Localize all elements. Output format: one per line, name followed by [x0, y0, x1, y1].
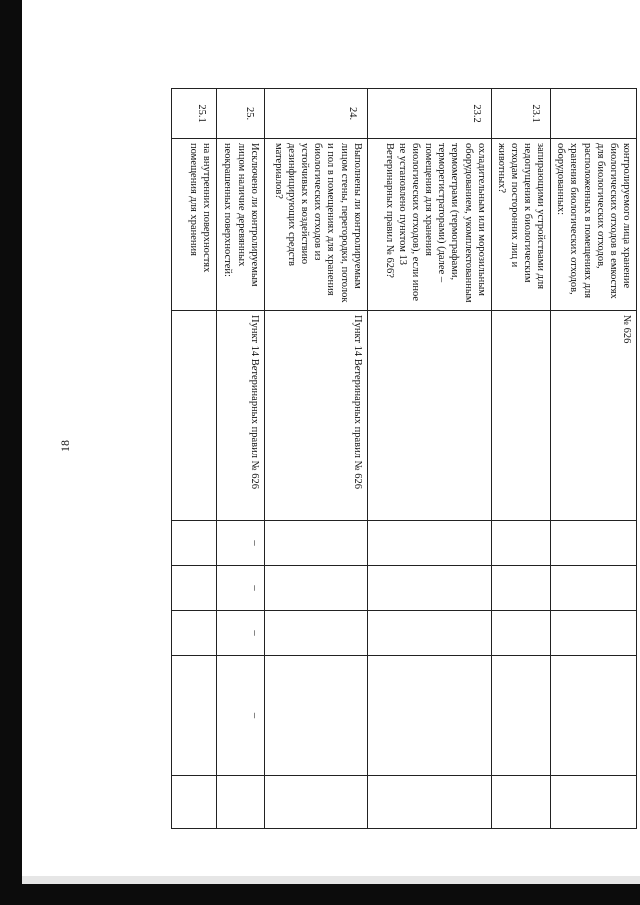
- note-cell: [216, 776, 264, 829]
- row-number: 23.2: [367, 89, 491, 139]
- row-number: [551, 89, 637, 139]
- question-text: Исключено ли контролируемым лицом наличие деревянных неокрашенных поверхностей:: [216, 139, 264, 311]
- reference-text: № 626: [551, 311, 637, 521]
- row-number: 23.1: [491, 89, 551, 139]
- table-row: [216, 89, 264, 829]
- scan-edge-bottom: [0, 884, 640, 905]
- table-row: [171, 89, 216, 829]
- reference-text: Пункт 14 Ветеринарных правил № 626: [264, 311, 367, 521]
- answer-na-cell: –: [216, 611, 264, 656]
- table-row: [551, 89, 637, 829]
- answer-na-cell: [264, 611, 367, 656]
- answer-extra-cell: [491, 656, 551, 776]
- answer-no-cell: [264, 566, 367, 611]
- answer-no-cell: [367, 566, 491, 611]
- checklist-table: [171, 88, 637, 829]
- answer-yes-cell: [491, 521, 551, 566]
- page-number: 18: [58, 440, 72, 452]
- answer-yes-cell: [367, 521, 491, 566]
- question-text: Выполнены ли контролируемым лицом стены, перегородки, потолок и пол в помещениях для хранения биологических отходов из устойчивых к воздействию дезинфицирующих средств материалов?: [264, 139, 367, 311]
- question-text: контролируемого лица хранение биологических отходов в емкостях для биологических отходов, расположенных в помещениях для хранения биологических отходов, оборудованных:: [551, 139, 637, 311]
- question-text: запирающими устройствами для недопущения к биологическим отходам посторонних лиц и животных?: [491, 139, 551, 311]
- reference-text: [491, 311, 551, 521]
- answer-extra-cell: [171, 656, 216, 776]
- table-row: [264, 89, 367, 829]
- answer-extra-cell: [264, 656, 367, 776]
- note-cell: [551, 776, 637, 829]
- answer-no-cell: [171, 566, 216, 611]
- answer-no-cell: [491, 566, 551, 611]
- answer-na-cell: [171, 611, 216, 656]
- table-row: [491, 89, 551, 829]
- answer-no-cell: –: [216, 566, 264, 611]
- reference-text: Пункт 14 Ветеринарных правил № 626: [216, 311, 264, 521]
- answer-yes-cell: [264, 521, 367, 566]
- row-number: 24.: [264, 89, 367, 139]
- answer-yes-cell: [171, 521, 216, 566]
- answer-extra-cell: [367, 656, 491, 776]
- rotated-page: [117, 88, 637, 828]
- reference-text: [367, 311, 491, 521]
- note-cell: [264, 776, 367, 829]
- answer-extra-cell: –: [216, 656, 264, 776]
- row-number: 25.: [216, 89, 264, 139]
- answer-na-cell: [491, 611, 551, 656]
- scan-edge-bottom-shade: [22, 876, 640, 884]
- question-text: на внутренних поверхностях помещения для хранения: [171, 139, 216, 311]
- scan-edge-left: [0, 0, 22, 905]
- question-text: охладительным или морозильным оборудованием, укомплектованным термометрами (термографами, терморегистраторами) (далее – помещения для хранения биологических отходов), если иное не установлено пунктом 13 Ветеринарных правил № 626?: [367, 139, 491, 311]
- answer-yes-cell: [551, 521, 637, 566]
- answer-extra-cell: [551, 656, 637, 776]
- row-number: 25.1: [171, 89, 216, 139]
- reference-text: [171, 311, 216, 521]
- note-cell: [171, 776, 216, 829]
- answer-no-cell: [551, 566, 637, 611]
- answer-na-cell: [551, 611, 637, 656]
- answer-na-cell: [367, 611, 491, 656]
- table-row: [367, 89, 491, 829]
- note-cell: [491, 776, 551, 829]
- note-cell: [367, 776, 491, 829]
- answer-yes-cell: –: [216, 521, 264, 566]
